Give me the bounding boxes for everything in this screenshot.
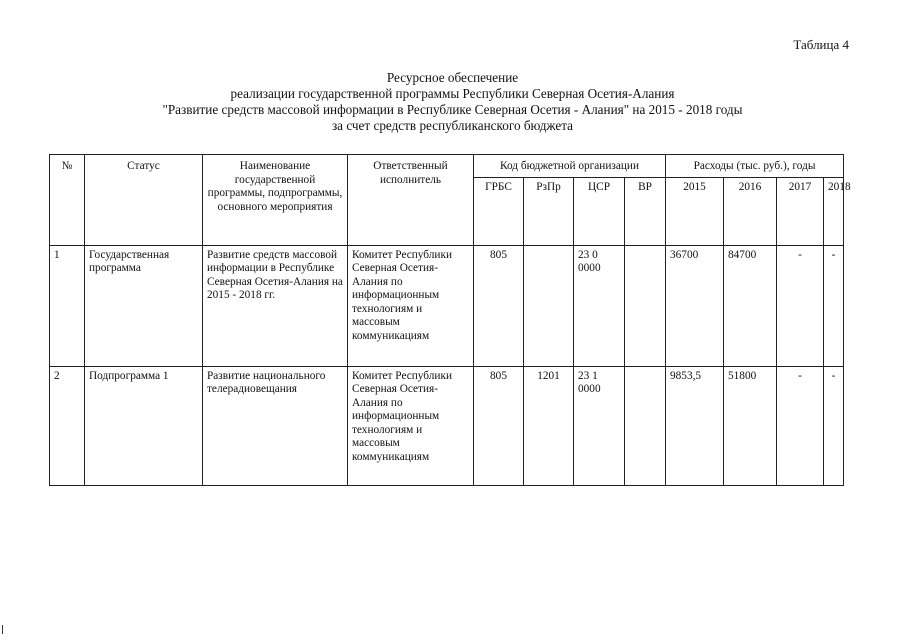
- header-vr: ВР: [625, 177, 666, 245]
- cell-2018: -: [824, 366, 844, 485]
- cell-executor: Комитет Республики Северная Осетия-Алания по информационным технологиям и массовым коммуникациям: [348, 245, 474, 366]
- header-grbs: ГРБС: [474, 177, 524, 245]
- cell-name: Развитие национального телерадиовещания: [203, 366, 348, 485]
- document-title: [0, 70, 905, 134]
- title-line-3: "Развитие средств массовой информации в Республике Северная Осетия - Алания" на 2015 - 2018 годы: [162, 102, 743, 117]
- table-row: [50, 366, 844, 485]
- header-csr: ЦСР: [574, 177, 625, 245]
- cell-2016: 51800: [724, 366, 777, 485]
- cell-2017: -: [777, 245, 824, 366]
- scan-edge-mark: [2, 625, 3, 634]
- cell-num: 2: [50, 366, 85, 485]
- cell-csr: 23 1 0000: [574, 366, 625, 485]
- cell-num: 1: [50, 245, 85, 366]
- header-expenses: Расходы (тыс. руб.), годы: [666, 155, 844, 178]
- cell-csr: 23 0 0000: [574, 245, 625, 366]
- table-row: [50, 245, 844, 366]
- cell-2018: -: [824, 245, 844, 366]
- cell-rzpr: 1201: [524, 366, 574, 485]
- cell-2015: 9853,5: [666, 366, 724, 485]
- cell-2015: 36700: [666, 245, 724, 366]
- cell-status: Подпрограмма 1: [85, 366, 203, 485]
- cell-rzpr: [524, 245, 574, 366]
- header-rzpr: РзПр: [524, 177, 574, 245]
- cell-grbs: 805: [474, 366, 524, 485]
- title-line-1: Ресурсное обеспечение: [386, 70, 519, 85]
- header-budget-code: Код бюджетной организации: [474, 155, 666, 178]
- cell-status: Государственная программа: [85, 245, 203, 366]
- title-line-4: за счет средств республиканского бюджета: [331, 118, 574, 133]
- resource-table: [49, 154, 851, 486]
- header-executor: Ответственный исполнитель: [348, 155, 474, 246]
- header-year-2015: 2015: [666, 177, 724, 245]
- cell-vr: [625, 245, 666, 366]
- header-year-2017: 2017: [777, 177, 824, 245]
- title-line-2: реализации государственной программы Республики Северная Осетия-Алания: [230, 86, 675, 101]
- cell-grbs: 805: [474, 245, 524, 366]
- header-name: Наименование государственной программы, подпрограммы, основного мероприятия: [203, 155, 348, 246]
- cell-2016: 84700: [724, 245, 777, 366]
- header-year-2018: 2018: [824, 177, 844, 245]
- header-status: Статус: [85, 155, 203, 246]
- table-number-label: Таблица 4: [793, 37, 849, 52]
- cell-executor: Комитет Республики Северная Осетия-Алания по информационным технологиям и массовым коммуникациям: [348, 366, 474, 485]
- cell-name: Развитие средств массовой информации в Республике Северная Осетия-Алания на 2015 - 2018 гг.: [203, 245, 348, 366]
- cell-vr: [625, 366, 666, 485]
- cell-2017: -: [777, 366, 824, 485]
- header-num: №: [50, 155, 85, 246]
- header-year-2016: 2016: [724, 177, 777, 245]
